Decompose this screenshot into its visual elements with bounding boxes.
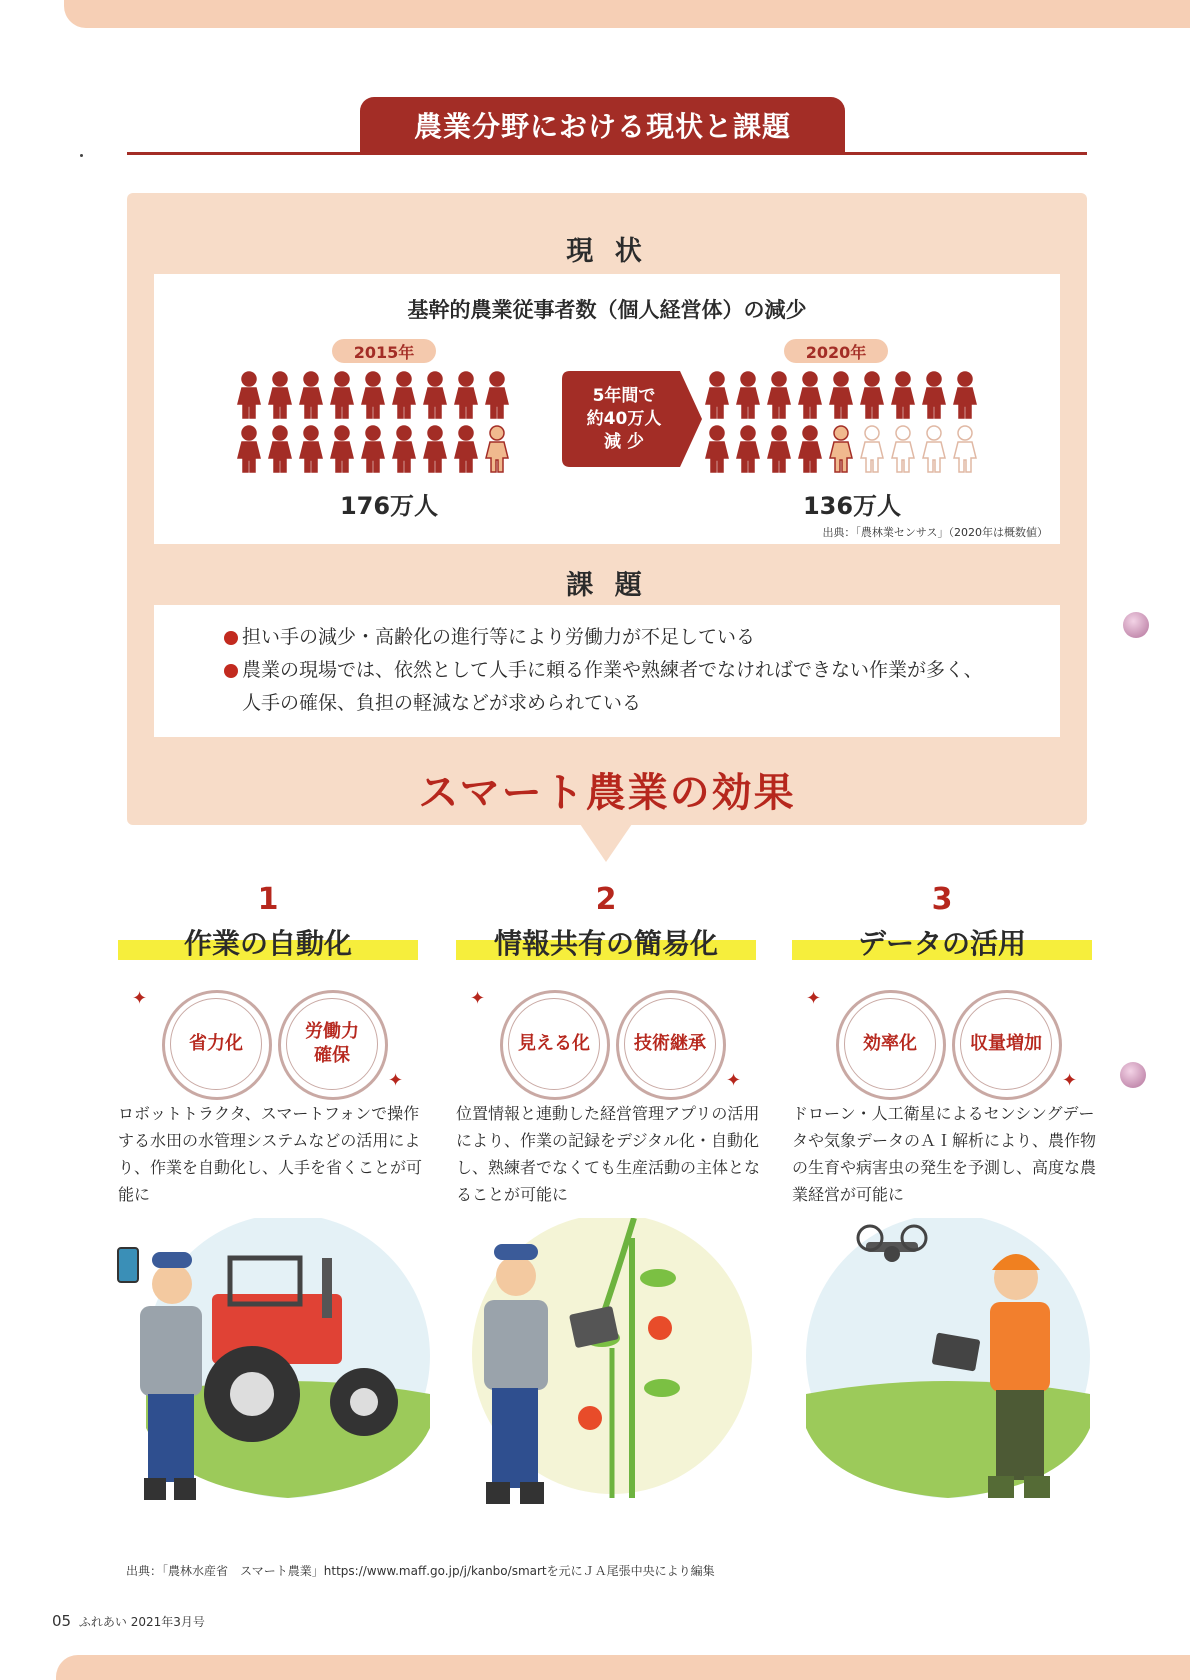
badge-circle [500,990,610,1100]
person-icon [892,372,914,418]
person-icon [238,372,260,418]
person-icon [923,372,945,418]
arrow-line-2: 約40万人 [586,408,662,429]
effect-description: ドローン・人工衛星によるセンシングデータや気象データのＡＩ解析により、農作物の生育や病害虫の発生を予測し、高度な農業経営が可能に [792,1104,1097,1204]
status-panel [127,193,1087,825]
badge-label: 技術継承 [624,998,716,1090]
effect-number: 1 [257,882,279,917]
person-icon [455,372,477,418]
effect-number: 2 [595,882,617,917]
person-icon [362,426,384,472]
chart-title: 基幹的農業従事者数（個人経営体）の減少 [407,298,807,322]
person-icon [830,426,852,472]
person-icon [362,372,384,418]
person-icon [923,426,945,472]
effect-description: 位置情報と連動した経営管理アプリの活用により、作業の記録をデジタル化・自動化し、熟練者でなくても生産活動の主体となることが可能に [456,1104,761,1204]
person-icon [892,426,914,472]
tablet-farmer-illustration [462,1218,752,1518]
issue-label: ふれあい 2021年3月号 [78,1615,205,1629]
arrow-line-1: 5年間で [592,385,656,406]
count-2015: 176万人 [339,492,439,520]
section-header: 農業分野における現状と課題 [360,97,845,153]
person-icon [830,372,852,418]
person-icon [486,372,508,418]
badge-label: 見える化 [508,998,600,1090]
arrow-line-3: 減 少 [604,431,644,452]
person-icon [706,426,728,472]
issues-list [224,621,983,720]
person-icon [424,372,446,418]
person-icon [486,426,508,472]
panel-pointer [580,824,632,862]
person-icon [799,372,821,418]
sparkle-icon: ✦ [132,988,148,1009]
badge-label: 収量増加 [960,998,1052,1090]
person-icon [331,372,353,418]
decrease-arrow [562,371,702,467]
page-footer [52,1612,205,1630]
person-icon [799,426,821,472]
issues-title: 課 題 [566,570,648,601]
tractor-farmer-illustration [112,1218,432,1518]
person-icon [706,372,728,418]
pictogram-2020 [702,370,992,478]
sparkle-icon: ✦ [806,988,822,1009]
person-icon [300,372,322,418]
sparkle-icon: ✦ [726,1070,742,1091]
pictogram-2015 [234,370,524,478]
badge-circle [162,990,272,1100]
binder-hole [1123,612,1149,638]
badge-circle [616,990,726,1100]
person-icon [300,426,322,472]
person-icon [954,372,976,418]
count-2020: 136万人 [802,492,902,520]
badge-label: 労働力 確保 [286,998,378,1090]
person-icon [861,372,883,418]
issue-item-2: 農業の現場では、依然として人手に頼る作業や熟練者でなければできない作業が多く、 [224,654,983,687]
person-icon [768,372,790,418]
person-icon [238,426,260,472]
drone-farmer-illustration [796,1218,1096,1518]
issues-box [154,605,1060,737]
badge-circle [278,990,388,1100]
stray-dot [80,154,83,157]
bottom-decorative-band [56,1655,1190,1680]
person-icon [331,426,353,472]
effect-title: 作業の自動化 [183,927,352,960]
current-title: 現 状 [566,236,648,267]
person-icon [393,426,415,472]
issue-item-1: 担い手の減少・高齢化の進行等により労働力が不足している [224,621,983,654]
chart-source: 出典：「農林業センサス」（2020年は概数値） [822,526,1048,539]
badge-circle [952,990,1062,1100]
sparkle-icon: ✦ [470,988,486,1009]
person-icon [737,426,759,472]
page-number: 05 [52,1612,72,1630]
person-icon [269,372,291,418]
person-icon [861,426,883,472]
badge-label: 効率化 [844,998,936,1090]
year-2020-label: 2020年 [784,339,888,363]
badge-label: 省力化 [170,998,262,1090]
person-icon [393,372,415,418]
sparkle-icon: ✦ [388,1070,404,1091]
issue-item-2-cont: 人手の確保、負担の軽減などが求められている [242,692,642,714]
person-icon [455,426,477,472]
effect-description: ロボットトラクタ、スマートフォンで操作する水田の水管理システムなどの活用により、作業を自動化し、人手を省くことが可能に [118,1104,423,1204]
binder-hole [1120,1062,1146,1088]
person-icon [737,372,759,418]
chart-box [154,274,1060,544]
effect-title: 情報共有の簡易化 [493,927,718,960]
badge-circle [836,990,946,1100]
effect-title: データの活用 [857,927,1026,960]
person-icon [954,426,976,472]
smart-agri-title: スマート農業の効果 [418,770,796,816]
illustration-source: 出典：「農林水産省 スマート農業」https://www.maff.go.jp/j/kanbo/smartを元にＪＡ尾張中央により編集 [126,1564,715,1578]
year-2015-label: 2015年 [332,339,436,363]
person-icon [768,426,790,472]
person-icon [269,426,291,472]
sparkle-icon: ✦ [1062,1070,1078,1091]
top-decorative-band [64,0,1190,28]
effect-number: 3 [931,882,953,917]
person-icon [424,426,446,472]
